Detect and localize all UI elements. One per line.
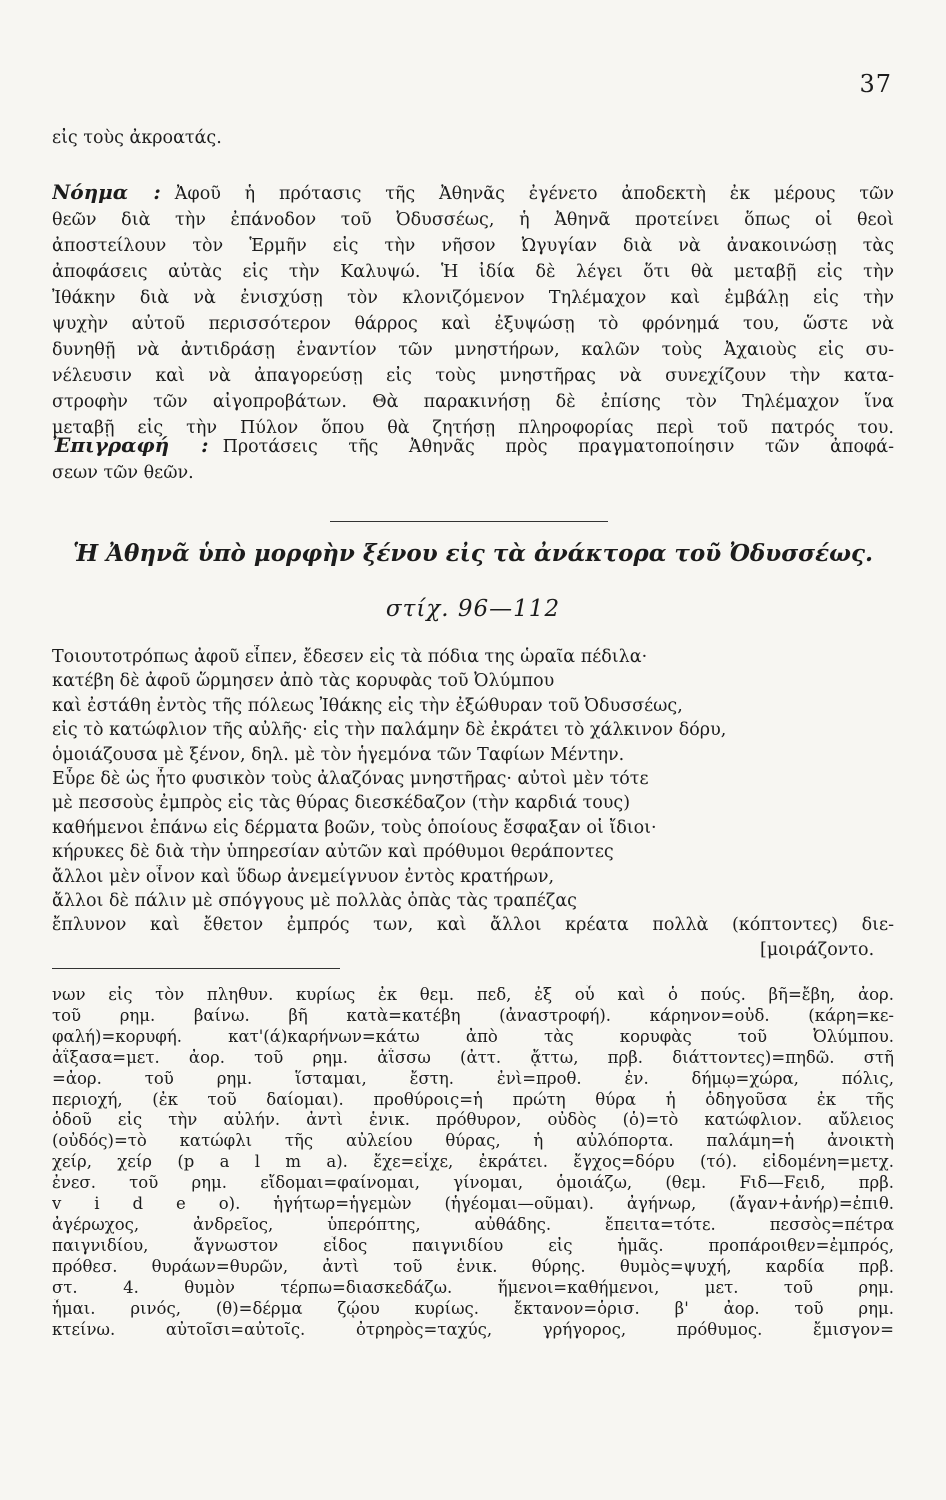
text-line: ψυχὴν αὐτοῦ περισσότερον θάρρος καὶ ἐξυψώσῃ τὸ φρόνημά του, ὥστε νὰ <box>52 314 894 334</box>
noema-first-line: Ἀφοῦ ἡ πρότασις τῆς Ἀθηνᾶς ἐγένετο ἀποδεκτὴ ἐκ μέρους τῶν <box>174 184 894 204</box>
poem-line: κατέβη δὲ ἀφοῦ ὥρμησεν ἀπὸ τὰς κορυφὰς τοῦ Ὀλύμπου <box>52 671 555 692</box>
note-line: φαλή)=κορυφή. κατ'(ά)καρήνων=κάτω ἀπὸ τὰς κορυφὰς τοῦ Ὀλύμπου. <box>52 1026 894 1046</box>
note-line: πρόθεσ. θυράων=θυρῶν, ἀντὶ τοῦ ἑνικ. θύρης. θυμὸς=ψυχή, καρδία πρβ. <box>52 1256 894 1276</box>
poem-line: μὲ πεσσοὺς ἐμπρὸς εἰς τὰς θύρας διεσκέδαζον (τὴν καρδιά τους) <box>52 793 631 814</box>
note-line: ὁδοῦ εἰς τὴν αὐλήν. ἀντὶ ἑνικ. πρόθυρον, οὐδὸς (ὁ)=τὸ κατώφλιον. αὔλειος <box>52 1110 894 1130</box>
text-line: ἀποστείλουν τὸν Ἑρμῆν εἰς τὴν νῆσον Ὠγυγίαν διὰ νὰ ἀνακοινώσῃ τὰς <box>52 236 894 256</box>
poem-translation <box>52 645 894 962</box>
note-line: τοῦ ρημ. βαίνω. βῆ κατὰ=κατέβη (ἀναστροφή). κάρηνον=οὐδ. (κάρη=κε- <box>52 1005 894 1025</box>
intro-line <box>52 125 894 151</box>
note-line: κτείνω. αὐτοῖσι=αὐτοῖς. ὀτρηρὸς=ταχύς, γρήγορος, πρόθυμος. ἔμισγον= <box>52 1319 894 1339</box>
text-line: στροφὴν τῶν αἰγοπροβάτων. Θὰ παρακινήσῃ δὲ ἐπίσης τὸν Τηλέμαχον ἵνα <box>52 392 894 412</box>
text-line: εἰς τοὺς ἀκροατάς. <box>52 128 222 148</box>
verse-reference: στίχ. 96—112 <box>385 596 561 622</box>
note-line: ἀγέρωχος, ἀνδρεῖος, ὑπερόπτης, αὐθάδης. ἔπειτα=τότε. πεσσὸς=πέτρα <box>52 1214 894 1234</box>
poem-line: ἄλλοι μὲν οἶνον καὶ ὕδωρ ἀνεμείγνυον ἐντὸς κρατήρων, <box>52 866 555 887</box>
epigraphe-first-line: Προτάσεις τῆς Ἀθηνᾶς πρὸς πραγματοποίησιν τῶν ἀποφά- <box>222 437 894 457</box>
poem-line: κήρυκες δὲ διὰ τὴν ὑπηρεσίαν αὐτῶν καὶ πρόθυμοι θεράποντες <box>52 842 614 863</box>
poem-continuation: [μοιράζοντο. <box>760 939 875 960</box>
page-number: 37 <box>859 70 892 98</box>
section-divider <box>330 521 608 522</box>
noema-paragraph <box>52 179 894 441</box>
note-line: ἧμαι. ρινός, (θ)=δέρμα ζῴου κυρίως. ἔκτανον=ὁρισ. β' ἀορ. τοῦ ρημ. <box>52 1298 894 1318</box>
poem-line: Εὗρε δὲ ὡς ἦτο φυσικὸν τοὺς ἀλαζόνας μνηστῆρας· αὐτοὶ μὲν τότε <box>52 769 649 790</box>
note-line: περιοχή, (ἐκ τοῦ δαίομαι). προθύροις=ἡ πρώτη θύρα ἡ ὁδηγοῦσα ἐκ τῆς <box>52 1089 894 1109</box>
note-line: ἀΐξασα=μετ. ἀορ. τοῦ ρημ. ἀΐσσω (ἀττ. ᾄττω, πρβ. διάττοντες)=πηδῶ. στῆ <box>52 1047 894 1067</box>
note-line: v i d e o). ἡγήτωρ=ἡγεμὼν (ἡγέομαι—οῦμαι). ἀγήνωρ, (ἄγαν+ἀνήρ)=ἐπιθ. <box>52 1194 894 1214</box>
noema-label: Νόημα : <box>52 180 161 204</box>
footnotes <box>52 985 894 1340</box>
note-line: νων εἰς τὸν πληθυν. κυρίως ἐκ θεμ. πεδ, ἐξ οὗ καὶ ὁ πούς. βῆ=ἔβη, ἀορ. <box>52 985 894 1004</box>
note-line: στ. 4. θυμὸν τέρπω=διασκεδάζω. ἥμενοι=καθήμενοι, μετ. τοῦ ρημ. <box>52 1277 894 1297</box>
poem-line: ἄλλοι δὲ πάλιν μὲ σπόγγους μὲ πολλὰς ὀπὰς τὰς τραπέζας <box>52 891 577 912</box>
note-line: =ἀορ. τοῦ ρημ. ἵσταμαι, ἔστη. ἐνὶ=προθ. ἐν. δήμῳ=χώρα, πόλις, <box>52 1068 894 1088</box>
note-line: (οὐδός)=τὸ κατώφλι τῆς αὐλείου θύρας, ἡ αὐλόπορτα. παλάμη=ἡ ἀνοικτὴ <box>52 1131 894 1151</box>
text-line: σεων τῶν θεῶν. <box>52 463 194 483</box>
text-line: δυνηθῇ νὰ ἀντιδράσῃ ἐναντίον τῶν μνηστήρων, καλῶν τοὺς Ἀχαιοὺς εἰς συ- <box>52 340 894 360</box>
epigraphe-paragraph <box>52 432 894 486</box>
poem-line: ἔπλυνον καὶ ἔθετον ἐμπρός των, καὶ ἄλλοι κρέατα πολλὰ (κόπτοντες) διε- <box>52 915 894 936</box>
section-title: Ἡ Ἀθηνᾶ ὑπὸ μορφὴν ξένου εἰς τὰ ἀνάκτορα τοῦ Ὀδυσσέως. <box>72 540 874 567</box>
text-line: μεταβῇ εἰς τὴν Πύλον ὅπου θὰ ζητήσῃ πληροφορίας περὶ τοῦ πατρός του. <box>52 418 894 438</box>
text-line: θεῶν διὰ τὴν ἐπάνοδον τοῦ Ὀδυσσέως, ἡ Ἀθηνᾶ προτείνει ὅπως οἱ θεοὶ <box>52 210 894 230</box>
text-line: Ἰθάκην διὰ νὰ ἐνισχύσῃ τὸν κλονιζόμενον Τηλέμαχον καὶ ἐμβάλῃ εἰς τὴν <box>52 288 894 308</box>
text-line <box>52 179 894 207</box>
epigraphe-label: Ἐπιγραφή : <box>52 433 209 457</box>
poem-line: εἰς τὸ κατώφλιον τῆς αὐλῆς· εἰς τὴν παλάμην δὲ ἐκράτει τὸ χάλκινον δόρυ, <box>52 720 727 741</box>
note-line: χείρ, χείρ (p a l m a). ἔχε=εἶχε, ἐκράτει. ἔγχος=δόρυ (τό). εἰδομένη=μετχ. <box>52 1152 894 1172</box>
poem-line: καὶ ἐστάθη ἐντὸς τῆς πόλεως Ἰθάκης εἰς τὴν ἐξώθυραν τοῦ Ὀδυσσέως, <box>52 695 683 716</box>
text-line: ἀποφάσεις αὐτὰς εἰς τὴν Καλυψώ. Ἡ ἰδία δὲ λέγει ὅτι θὰ μεταβῇ εἰς τὴν <box>52 262 894 282</box>
footnote-divider <box>52 968 340 969</box>
text-line <box>52 432 894 460</box>
note-line: παιγνιδίου, ἄγνωστον εἶδος παιγνιδίου εἰς ἡμᾶς. προπάροιθεν=ἐμπρός, <box>52 1235 894 1255</box>
poem-line: Τοιουτοτρόπως ἀφοῦ εἶπεν, ἔδεσεν εἰς τὰ πόδια της ὡραῖα πέδιλα· <box>52 647 648 667</box>
poem-line: καθήμενοι ἐπάνω εἰς δέρματα βοῶν, τοὺς ὁποίους ἔσφαξαν οἱ ἴδιοι· <box>52 817 657 838</box>
text-line: νέλευσιν καὶ νὰ ἀπαγορεύσῃ εἰς τοὺς μνηστῆρας νὰ συνεχίζουν τὴν κατα- <box>52 366 894 386</box>
poem-line: ὁμοιάζουσα μὲ ξένον, δηλ. μὲ τὸν ἡγεμόνα τῶν Ταφίων Μέντην. <box>52 744 625 765</box>
note-line: ἐνεσ. τοῦ ρημ. εἴδομαι=φαίνομαι, γίνομαι, ὁμοιάζω, (θεμ. Fιδ—Fειδ, πρβ. <box>52 1173 894 1193</box>
